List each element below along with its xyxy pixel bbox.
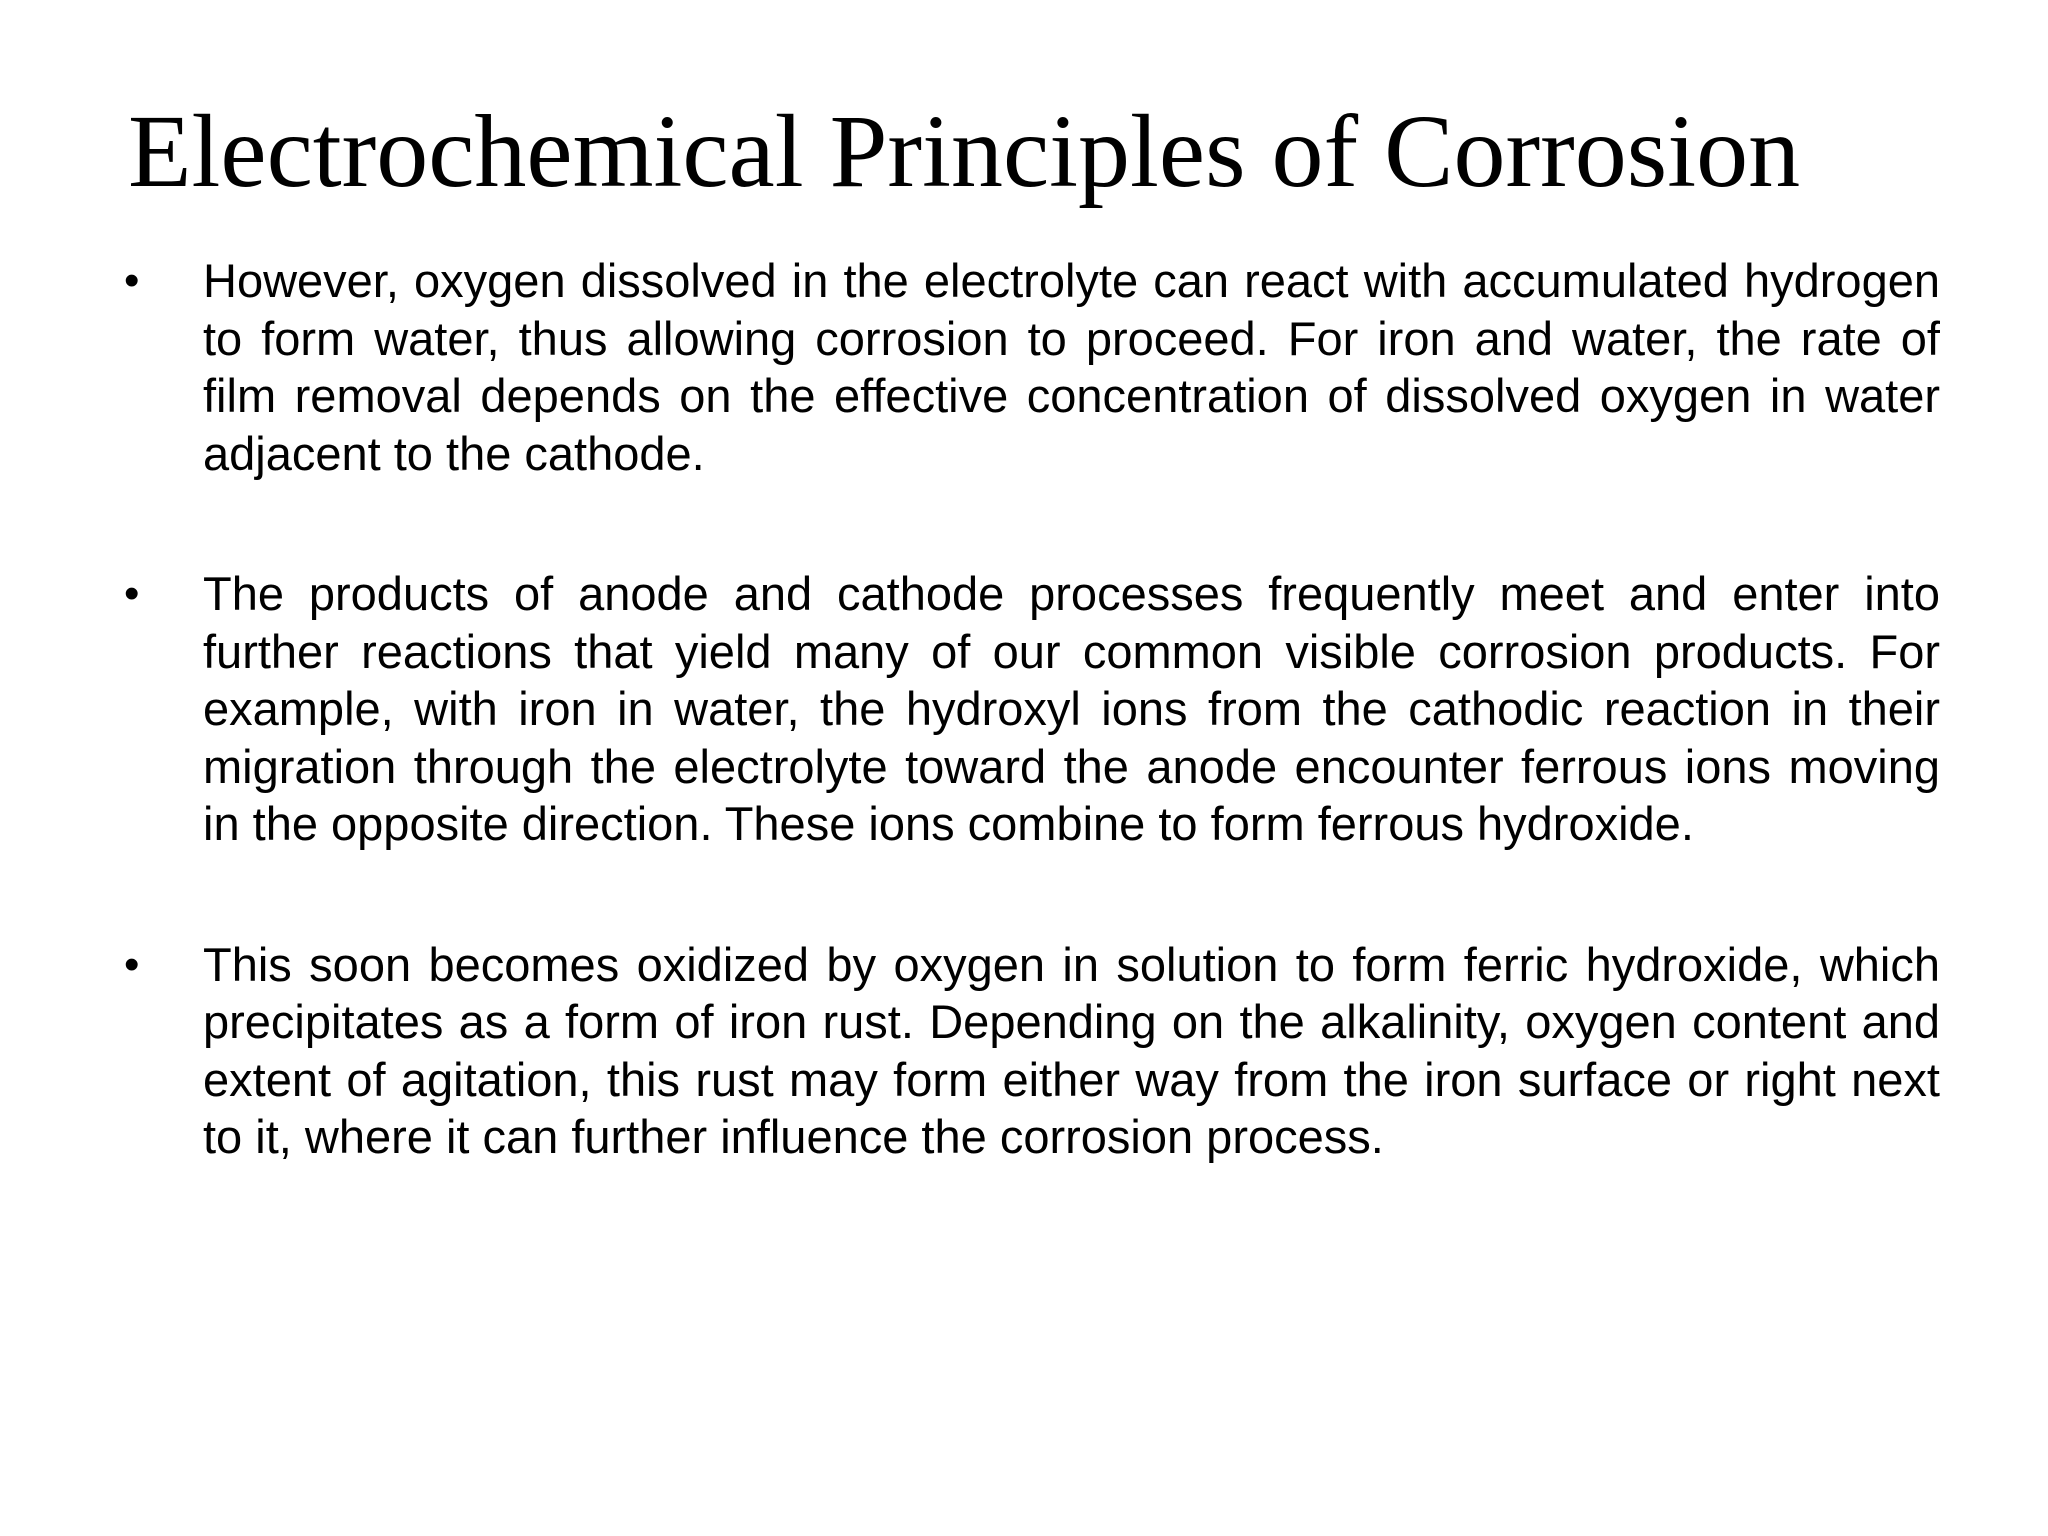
bullet-text: However, oxygen dissolved in the electrolyte can react with accumulated hydrogen to form water, thus allowing corrosion to proceed. For iron and water, the rate of film removal depends on the effective concentration of dissolved oxygen in water adjacent to the cathode.: [203, 254, 1940, 480]
bullet-item: [124, 252, 1940, 482]
slide-title: Electrochemical Principles of Corrosion: [128, 94, 1801, 209]
bullet-dot-icon: •: [124, 569, 140, 618]
bullet-text: This soon becomes oxidized by oxygen in solution to form ferric hydroxide, which precipitates as a form of iron rust. Depending on the alkalinity, oxygen content and extent of agitation, this rust may form either way from the iron surface or right next to it, where it can further influence the corrosion process.: [203, 937, 1940, 1163]
bullet-text: The products of anode and cathode processes frequently meet and enter into further reactions that yield many of our common visible corrosion products. For example, with iron in water, the hydroxyl ions from the cathodic reaction in their migration through the electrolyte toward the anode encounter ferrous ions moving in the opposite direction. These ions combine to form ferrous hydroxide.: [203, 567, 1940, 850]
bullet-item: [124, 936, 1940, 1166]
bullet-item: [124, 565, 1940, 853]
bullet-list: [124, 252, 1940, 1249]
bullet-dot-icon: •: [124, 939, 140, 989]
bullet-dot-icon: •: [124, 256, 140, 305]
